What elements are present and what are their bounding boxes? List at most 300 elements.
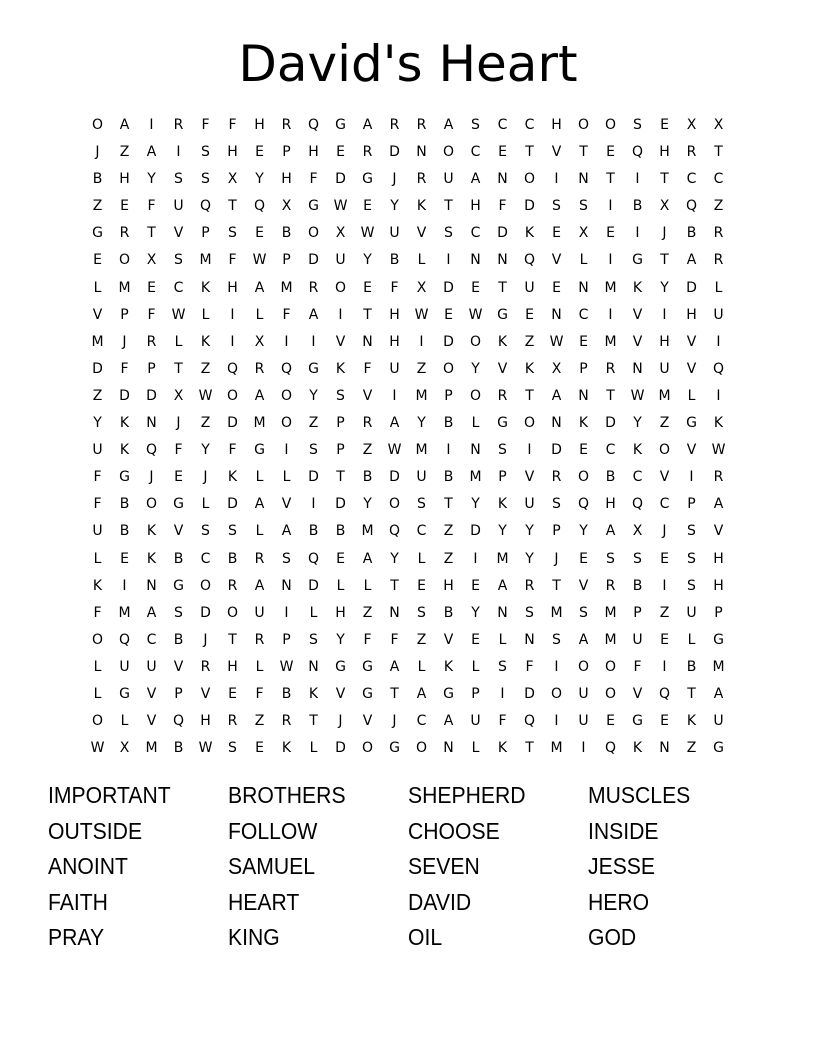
grid-letter[interactable]: E xyxy=(174,469,183,486)
grid-letter[interactable]: B xyxy=(173,631,184,648)
grid-letter[interactable]: C xyxy=(605,442,616,459)
grid-letter[interactable]: L xyxy=(174,333,183,350)
grid-letter[interactable]: R xyxy=(119,225,130,242)
grid-letter[interactable]: R xyxy=(362,415,373,432)
grid-letter[interactable]: J xyxy=(392,713,397,730)
grid-letter[interactable]: A xyxy=(605,523,616,540)
grid-letter[interactable]: Z xyxy=(443,550,454,567)
grid-letter[interactable]: M xyxy=(415,387,428,404)
grid-letter[interactable]: Q xyxy=(658,685,671,702)
grid-letter[interactable]: P xyxy=(147,360,156,377)
grid-letter[interactable]: Q xyxy=(199,198,212,215)
grid-letter[interactable]: T xyxy=(525,144,534,161)
grid-letter[interactable]: J xyxy=(203,469,208,486)
grid-letter[interactable]: U xyxy=(416,469,427,486)
grid-letter[interactable]: P xyxy=(633,604,642,621)
grid-letter[interactable]: R xyxy=(497,387,508,404)
grid-letter[interactable]: E xyxy=(660,713,669,730)
grid-letter[interactable]: K xyxy=(713,415,724,432)
grid-letter[interactable]: W xyxy=(387,442,402,459)
grid-letter[interactable]: U xyxy=(578,713,589,730)
grid-letter[interactable]: X xyxy=(659,198,670,215)
grid-letter[interactable]: U xyxy=(686,604,697,621)
grid-letter[interactable]: X xyxy=(254,333,265,350)
grid-letter[interactable]: A xyxy=(389,415,400,432)
grid-letter[interactable]: Q xyxy=(631,144,644,161)
grid-letter[interactable]: A xyxy=(389,658,400,675)
grid-letter[interactable]: V xyxy=(335,333,346,350)
grid-letter[interactable]: H xyxy=(227,658,238,675)
grid-letter[interactable]: F xyxy=(498,713,507,730)
grid-letter[interactable]: R xyxy=(605,360,616,377)
grid-letter[interactable]: U xyxy=(470,713,481,730)
grid-letter[interactable]: D xyxy=(524,685,535,702)
grid-letter[interactable]: R xyxy=(713,252,724,269)
grid-letter[interactable]: X xyxy=(578,225,589,242)
grid-letter[interactable]: G xyxy=(119,469,130,486)
grid-letter[interactable]: Z xyxy=(416,631,427,648)
grid-letter[interactable]: U xyxy=(578,685,589,702)
grid-letter[interactable]: I xyxy=(230,333,235,350)
grid-letter[interactable]: F xyxy=(498,198,507,215)
grid-letter[interactable]: I xyxy=(662,658,667,675)
grid-letter[interactable]: M xyxy=(199,252,212,269)
grid-letter[interactable]: G xyxy=(173,496,184,513)
grid-letter[interactable]: D xyxy=(335,496,346,513)
grid-letter[interactable]: S xyxy=(579,604,588,621)
grid-letter[interactable]: S xyxy=(228,740,237,757)
grid-letter[interactable]: M xyxy=(658,387,671,404)
grid-letter[interactable]: O xyxy=(523,415,536,432)
grid-letter[interactable]: E xyxy=(579,442,588,459)
grid-letter[interactable]: Y xyxy=(363,496,372,513)
grid-letter[interactable]: S xyxy=(498,658,507,675)
grid-letter[interactable]: Z xyxy=(659,415,670,432)
grid-letter[interactable]: R xyxy=(200,658,211,675)
grid-letter[interactable]: O xyxy=(523,171,536,188)
grid-letter[interactable]: F xyxy=(228,442,237,459)
grid-letter[interactable]: B xyxy=(227,550,238,567)
grid-letter[interactable]: S xyxy=(552,496,561,513)
grid-letter[interactable]: E xyxy=(417,577,426,594)
grid-letter[interactable]: P xyxy=(282,252,291,269)
grid-letter[interactable]: P xyxy=(174,685,183,702)
grid-letter[interactable]: M xyxy=(550,740,563,757)
grid-letter[interactable]: D xyxy=(308,469,319,486)
grid-letter[interactable]: A xyxy=(551,387,562,404)
grid-letter[interactable]: S xyxy=(444,225,453,242)
grid-letter[interactable]: M xyxy=(469,469,482,486)
grid-letter[interactable]: Y xyxy=(309,387,318,404)
grid-letter[interactable]: E xyxy=(606,225,615,242)
grid-letter[interactable]: R xyxy=(713,225,724,242)
grid-letter[interactable]: G xyxy=(713,740,724,757)
grid-letter[interactable]: T xyxy=(174,360,183,377)
grid-letter[interactable]: F xyxy=(120,360,129,377)
grid-letter[interactable]: K xyxy=(92,577,103,594)
grid-letter[interactable]: G xyxy=(389,740,400,757)
grid-letter[interactable]: Y xyxy=(255,171,264,188)
grid-letter[interactable]: U xyxy=(389,225,400,242)
grid-letter[interactable]: I xyxy=(419,333,424,350)
grid-letter[interactable]: I xyxy=(527,442,532,459)
grid-letter[interactable]: M xyxy=(550,604,563,621)
grid-letter[interactable]: C xyxy=(659,496,670,513)
grid-letter[interactable]: K xyxy=(200,333,211,350)
grid-letter[interactable]: E xyxy=(471,279,480,296)
grid-letter[interactable]: V xyxy=(335,685,346,702)
grid-letter[interactable]: X xyxy=(173,387,184,404)
grid-letter[interactable]: D xyxy=(119,387,130,404)
grid-letter[interactable]: B xyxy=(605,469,616,486)
grid-letter[interactable]: P xyxy=(471,685,480,702)
grid-letter[interactable]: V xyxy=(578,577,589,594)
grid-letter[interactable]: P xyxy=(201,225,210,242)
grid-letter[interactable]: T xyxy=(579,144,588,161)
grid-letter[interactable]: P xyxy=(444,387,453,404)
grid-letter[interactable]: U xyxy=(92,442,103,459)
grid-letter[interactable]: X xyxy=(119,740,130,757)
grid-letter[interactable]: Q xyxy=(685,198,698,215)
grid-letter[interactable]: V xyxy=(362,387,373,404)
grid-letter[interactable]: W xyxy=(468,306,483,323)
grid-letter[interactable]: O xyxy=(658,442,671,459)
grid-letter[interactable]: I xyxy=(689,469,694,486)
grid-letter[interactable]: R xyxy=(416,117,427,133)
grid-letter[interactable]: B xyxy=(443,415,454,432)
grid-letter[interactable]: H xyxy=(659,333,670,350)
grid-letter[interactable]: O xyxy=(550,685,563,702)
grid-letter[interactable]: F xyxy=(363,631,372,648)
grid-letter[interactable]: V xyxy=(416,225,427,242)
grid-letter[interactable]: B xyxy=(632,577,643,594)
grid-letter[interactable]: Y xyxy=(579,523,588,540)
grid-letter[interactable]: Y xyxy=(336,631,345,648)
grid-letter[interactable]: I xyxy=(635,225,640,242)
grid-letter[interactable]: T xyxy=(228,631,237,648)
grid-letter[interactable]: B xyxy=(686,225,697,242)
grid-letter[interactable]: O xyxy=(361,740,374,757)
grid-letter[interactable]: Q xyxy=(307,550,320,567)
grid-letter[interactable]: N xyxy=(497,171,508,188)
grid-letter[interactable]: I xyxy=(149,117,154,133)
grid-letter[interactable]: H xyxy=(227,279,238,296)
grid-letter[interactable]: S xyxy=(417,496,426,513)
grid-letter[interactable]: L xyxy=(255,523,264,540)
grid-letter[interactable]: W xyxy=(549,333,564,350)
grid-letter[interactable]: U xyxy=(335,252,346,269)
grid-letter[interactable]: H xyxy=(227,144,238,161)
grid-letter[interactable]: X xyxy=(281,198,292,215)
grid-letter[interactable]: L xyxy=(471,658,480,675)
grid-letter[interactable]: U xyxy=(713,306,724,323)
grid-letter[interactable]: A xyxy=(119,117,130,133)
grid-letter[interactable]: X xyxy=(146,252,157,269)
grid-letter[interactable]: I xyxy=(311,333,316,350)
grid-letter[interactable]: H xyxy=(335,604,346,621)
grid-letter[interactable]: D xyxy=(146,387,157,404)
grid-letter[interactable]: O xyxy=(91,631,104,648)
grid-letter[interactable]: H xyxy=(308,144,319,161)
grid-letter[interactable]: K xyxy=(227,469,238,486)
grid-letter[interactable]: A xyxy=(362,117,373,133)
grid-letter[interactable]: S xyxy=(174,252,183,269)
grid-letter[interactable]: N xyxy=(632,360,643,377)
grid-letter[interactable]: Q xyxy=(226,360,239,377)
grid-letter[interactable]: B xyxy=(686,658,697,675)
grid-letter[interactable]: E xyxy=(579,550,588,567)
grid-letter[interactable]: G xyxy=(713,631,724,648)
grid-letter[interactable]: Z xyxy=(362,442,373,459)
grid-letter[interactable]: K xyxy=(497,496,508,513)
grid-letter[interactable]: Y xyxy=(471,604,480,621)
grid-letter[interactable]: Z xyxy=(686,740,697,757)
grid-letter[interactable]: T xyxy=(336,469,345,486)
grid-letter[interactable]: W xyxy=(333,198,348,215)
grid-letter[interactable]: I xyxy=(608,198,613,215)
grid-letter[interactable]: D xyxy=(335,740,346,757)
grid-letter[interactable]: Y xyxy=(471,360,480,377)
grid-letter[interactable]: Z xyxy=(200,415,211,432)
grid-letter[interactable]: B xyxy=(119,496,130,513)
grid-letter[interactable]: Q xyxy=(280,360,293,377)
grid-letter[interactable]: I xyxy=(500,685,505,702)
grid-letter[interactable]: L xyxy=(255,306,264,323)
grid-letter[interactable]: S xyxy=(471,117,480,133)
grid-letter[interactable]: D xyxy=(308,577,319,594)
grid-letter[interactable]: Z xyxy=(524,333,535,350)
grid-letter[interactable]: A xyxy=(686,252,697,269)
grid-letter[interactable]: B xyxy=(119,523,130,540)
grid-letter[interactable]: O xyxy=(442,144,455,161)
grid-letter[interactable]: R xyxy=(713,469,724,486)
grid-letter[interactable]: C xyxy=(200,550,211,567)
grid-letter[interactable]: S xyxy=(552,631,561,648)
grid-letter[interactable]: K xyxy=(308,685,319,702)
grid-letter[interactable]: A xyxy=(713,685,724,702)
grid-letter[interactable]: A xyxy=(254,577,265,594)
grid-letter[interactable]: S xyxy=(174,171,183,188)
grid-letter[interactable]: L xyxy=(471,415,480,432)
grid-letter[interactable]: T xyxy=(525,387,534,404)
grid-letter[interactable]: X xyxy=(713,117,724,133)
grid-letter[interactable]: T xyxy=(606,171,615,188)
grid-letter[interactable]: S xyxy=(228,225,237,242)
grid-letter[interactable]: N xyxy=(470,252,481,269)
grid-letter[interactable]: J xyxy=(203,631,208,648)
grid-letter[interactable]: T xyxy=(228,198,237,215)
grid-letter[interactable]: N xyxy=(389,604,400,621)
grid-letter[interactable]: I xyxy=(284,604,289,621)
grid-letter[interactable]: N xyxy=(470,442,481,459)
grid-letter[interactable]: E xyxy=(579,333,588,350)
grid-letter[interactable]: O xyxy=(577,117,590,133)
grid-letter[interactable]: T xyxy=(444,198,453,215)
grid-letter[interactable]: E xyxy=(363,198,372,215)
grid-letter[interactable]: R xyxy=(308,279,319,296)
grid-letter[interactable]: P xyxy=(714,604,723,621)
grid-letter[interactable]: Y xyxy=(390,550,399,567)
grid-letter[interactable]: Q xyxy=(253,198,266,215)
grid-letter[interactable]: J xyxy=(149,469,154,486)
grid-letter[interactable]: V xyxy=(524,469,535,486)
grid-letter[interactable]: U xyxy=(389,360,400,377)
grid-letter[interactable]: E xyxy=(147,279,156,296)
grid-letter[interactable]: T xyxy=(660,171,669,188)
grid-letter[interactable]: B xyxy=(389,252,400,269)
grid-letter[interactable]: Y xyxy=(363,252,372,269)
grid-letter[interactable]: V xyxy=(173,523,184,540)
grid-letter[interactable]: K xyxy=(443,658,454,675)
grid-letter[interactable]: K xyxy=(146,523,157,540)
grid-letter[interactable]: A xyxy=(254,496,265,513)
grid-letter[interactable]: D xyxy=(497,225,508,242)
grid-letter[interactable]: O xyxy=(604,658,617,675)
grid-letter[interactable]: J xyxy=(392,171,397,188)
grid-letter[interactable]: H xyxy=(119,171,130,188)
grid-letter[interactable]: D xyxy=(227,415,238,432)
grid-letter[interactable]: W xyxy=(90,740,105,757)
grid-letter[interactable]: S xyxy=(579,198,588,215)
grid-letter[interactable]: D xyxy=(470,523,481,540)
grid-letter[interactable]: U xyxy=(146,658,157,675)
grid-letter[interactable]: I xyxy=(608,252,613,269)
grid-letter[interactable]: Z xyxy=(92,198,103,215)
grid-letter[interactable]: M xyxy=(604,333,617,350)
grid-letter[interactable]: S xyxy=(201,523,210,540)
grid-letter[interactable]: R xyxy=(605,577,616,594)
grid-letter[interactable]: V xyxy=(632,333,643,350)
grid-letter[interactable]: S xyxy=(552,198,561,215)
grid-letter[interactable]: C xyxy=(524,117,535,133)
grid-letter[interactable]: C xyxy=(632,469,643,486)
grid-letter[interactable]: W xyxy=(630,387,645,404)
grid-letter[interactable]: E xyxy=(444,306,453,323)
grid-letter[interactable]: M xyxy=(91,333,104,350)
grid-letter[interactable]: E xyxy=(93,252,102,269)
grid-letter[interactable]: W xyxy=(414,306,429,323)
grid-letter[interactable]: S xyxy=(633,550,642,567)
grid-letter[interactable]: Q xyxy=(388,523,401,540)
grid-letter[interactable]: F xyxy=(390,279,399,296)
grid-letter[interactable]: K xyxy=(524,360,535,377)
grid-letter[interactable]: A xyxy=(497,577,508,594)
grid-letter[interactable]: E xyxy=(660,550,669,567)
grid-letter[interactable]: A xyxy=(443,117,454,133)
grid-letter[interactable]: T xyxy=(390,577,399,594)
grid-letter[interactable]: T xyxy=(606,387,615,404)
grid-letter[interactable]: G xyxy=(632,713,643,730)
grid-letter[interactable]: V xyxy=(362,713,373,730)
grid-letter[interactable]: T xyxy=(147,225,156,242)
grid-letter[interactable]: Q xyxy=(118,631,131,648)
grid-letter[interactable]: N xyxy=(416,144,427,161)
grid-letter[interactable]: V xyxy=(146,713,157,730)
grid-letter[interactable]: N xyxy=(308,658,319,675)
grid-letter[interactable]: A xyxy=(146,144,157,161)
grid-letter[interactable]: T xyxy=(309,713,318,730)
grid-letter[interactable]: L xyxy=(498,631,507,648)
grid-letter[interactable]: P xyxy=(282,631,291,648)
grid-letter[interactable]: F xyxy=(255,685,264,702)
grid-letter[interactable]: P xyxy=(687,496,696,513)
grid-letter[interactable]: I xyxy=(554,171,559,188)
grid-letter[interactable]: X xyxy=(632,523,643,540)
grid-letter[interactable]: D xyxy=(524,198,535,215)
grid-letter[interactable]: C xyxy=(173,279,184,296)
grid-letter[interactable]: U xyxy=(119,658,130,675)
grid-letter[interactable]: D xyxy=(551,442,562,459)
grid-letter[interactable]: B xyxy=(335,523,346,540)
grid-letter[interactable]: K xyxy=(578,415,589,432)
grid-letter[interactable]: B xyxy=(281,685,292,702)
grid-letter[interactable]: N xyxy=(659,740,670,757)
grid-letter[interactable]: U xyxy=(713,713,724,730)
grid-letter[interactable]: S xyxy=(417,604,426,621)
grid-letter[interactable]: L xyxy=(336,577,345,594)
grid-letter[interactable]: N xyxy=(281,577,292,594)
grid-letter[interactable]: D xyxy=(443,279,454,296)
grid-letter[interactable]: Y xyxy=(471,496,480,513)
grid-letter[interactable]: V xyxy=(92,306,103,323)
grid-letter[interactable]: S xyxy=(687,550,696,567)
grid-letter[interactable]: V xyxy=(497,360,508,377)
grid-letter[interactable]: J xyxy=(662,225,667,242)
grid-letter[interactable]: E xyxy=(120,198,129,215)
grid-letter[interactable]: Z xyxy=(416,360,427,377)
grid-letter[interactable]: D xyxy=(200,604,211,621)
grid-letter[interactable]: U xyxy=(632,631,643,648)
grid-letter[interactable]: M xyxy=(712,658,725,675)
grid-letter[interactable]: D xyxy=(389,469,400,486)
grid-letter[interactable]: B xyxy=(92,171,103,188)
grid-letter[interactable]: X xyxy=(227,171,238,188)
grid-letter[interactable]: Z xyxy=(443,523,454,540)
grid-letter[interactable]: U xyxy=(173,198,184,215)
grid-letter[interactable]: S xyxy=(687,523,696,540)
grid-letter[interactable]: F xyxy=(147,198,156,215)
grid-letter[interactable]: P xyxy=(336,415,345,432)
grid-letter[interactable]: P xyxy=(579,360,588,377)
grid-letter[interactable]: T xyxy=(444,496,453,513)
grid-letter[interactable]: F xyxy=(201,117,210,133)
grid-letter[interactable]: A xyxy=(146,604,157,621)
grid-letter[interactable]: M xyxy=(604,604,617,621)
grid-letter[interactable]: U xyxy=(524,279,535,296)
grid-letter[interactable]: C xyxy=(146,631,157,648)
grid-letter[interactable]: C xyxy=(470,144,481,161)
grid-letter[interactable]: K xyxy=(119,415,130,432)
grid-letter[interactable]: O xyxy=(91,117,104,133)
grid-letter[interactable]: V xyxy=(659,469,670,486)
grid-letter[interactable]: I xyxy=(608,306,613,323)
grid-letter[interactable]: W xyxy=(198,740,213,757)
grid-letter[interactable]: H xyxy=(551,117,562,133)
grid-letter[interactable]: Q xyxy=(604,740,617,757)
grid-letter[interactable]: Z xyxy=(362,604,373,621)
grid-letter[interactable]: Q xyxy=(577,496,590,513)
grid-letter[interactable]: Q xyxy=(712,360,725,377)
grid-letter[interactable]: O xyxy=(199,577,212,594)
grid-letter[interactable]: I xyxy=(338,306,343,323)
grid-letter[interactable]: M xyxy=(118,604,131,621)
grid-letter[interactable]: I xyxy=(446,252,451,269)
grid-letter[interactable]: O xyxy=(91,713,104,730)
grid-letter[interactable]: N xyxy=(443,740,454,757)
grid-letter[interactable]: F xyxy=(93,469,102,486)
grid-letter[interactable]: R xyxy=(254,360,265,377)
grid-letter[interactable]: W xyxy=(252,252,267,269)
